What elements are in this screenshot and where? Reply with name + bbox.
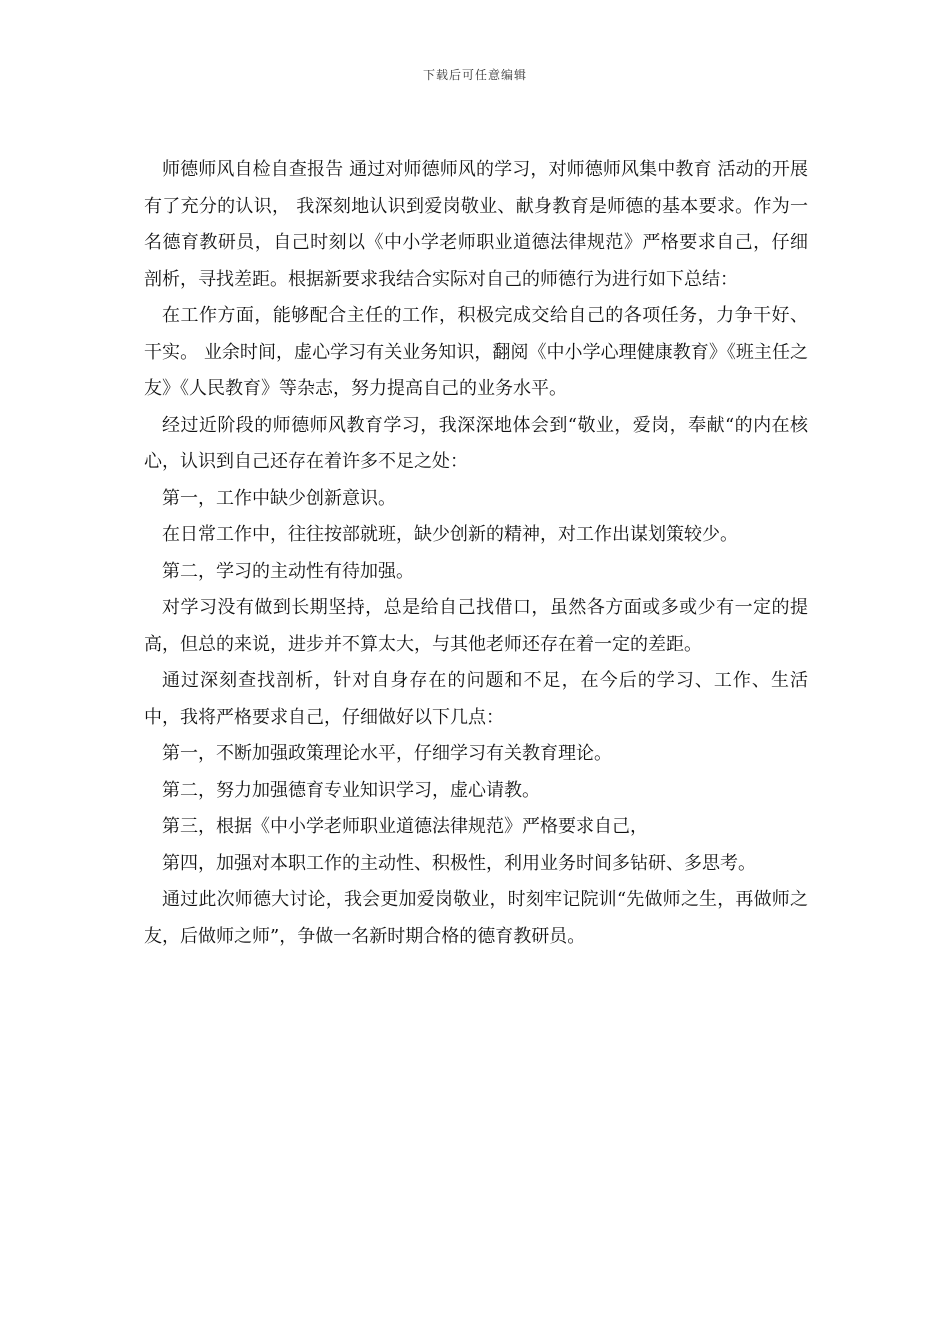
- paragraph-point-1-detail: 在日常工作中，往往按部就班，缺少创新的精神，对工作出谋划策较少。: [162, 524, 738, 545]
- paragraph-plan-1: 第一，不断加强政策理论水平，仔细学习有关教育理论。: [162, 743, 612, 764]
- paragraph-point-1: 第一，工作中缺少创新意识。: [162, 487, 396, 509]
- paragraph-point-2-detail: 对学习没有做到长期坚持，总是给自己找借口，虽然各方面或多或少有一定的提高，但总的来说，进步并不算太大，与其他老师还存在着一定的差距。: [144, 597, 808, 655]
- page-header: 下载后可任意编辑: [422, 68, 527, 82]
- paragraph-plan-2: 第二，努力加强德育专业知识学习，虚心请教。: [162, 779, 540, 801]
- document-body: [144, 152, 808, 955]
- paragraph-work: 在工作方面，能够配合主任的工作，积极完成交给自己的各项任务，力争干好、干实。 业余时间，虚心学习有关业务知识，翻阅《中小学心理健康教育》《班主任之友》《人民教育》等杂志，努力提高自己的业务水平。: [144, 305, 808, 399]
- paragraph-intro: 师德师风自检自查报告 通过对师德师风的学习，对师德师风集中教育 活动的开展有了充分的认识， 我深刻地认识到爱岗敬业、献身教育是师德的基本要求。作为一名德育教研员，自己时刻以《中小学老师职业道德法律规范》严格要求自己，仔细剖析，寻找差距。根据新要求我结合实际对自己的师德行为进行如下总结：: [144, 159, 808, 290]
- paragraph-conclusion: 通过此次师德大讨论，我会更加爱岗敬业，时刻牢记院训“先做师之生，再做师之友，后做师之师”，争做一名新时期合格的德育教研员。: [144, 889, 808, 947]
- paragraph-plan-3: 第三，根据《中小学老师职业道德法律规范》严格要求自己，: [162, 816, 648, 837]
- paragraph-point-2: 第二，学习的主动性有待加强。: [162, 560, 414, 582]
- paragraph-plan-intro: 通过深刻查找剖析，针对自身存在的问题和不足，在今后的学习、工作、生活中，我将严格要求自己，仔细做好以下几点：: [144, 670, 808, 728]
- paragraph-plan-4: 第四，加强对本职工作的主动性、积极性，利用业务时间多钻研、多思考。: [162, 852, 756, 874]
- paragraph-reflection: 经过近阶段的师德师风教育学习，我深深地体会到“敬业，爱岗，奉献“的内在核心，认识到自己还存在着许多不足之处：: [144, 414, 808, 472]
